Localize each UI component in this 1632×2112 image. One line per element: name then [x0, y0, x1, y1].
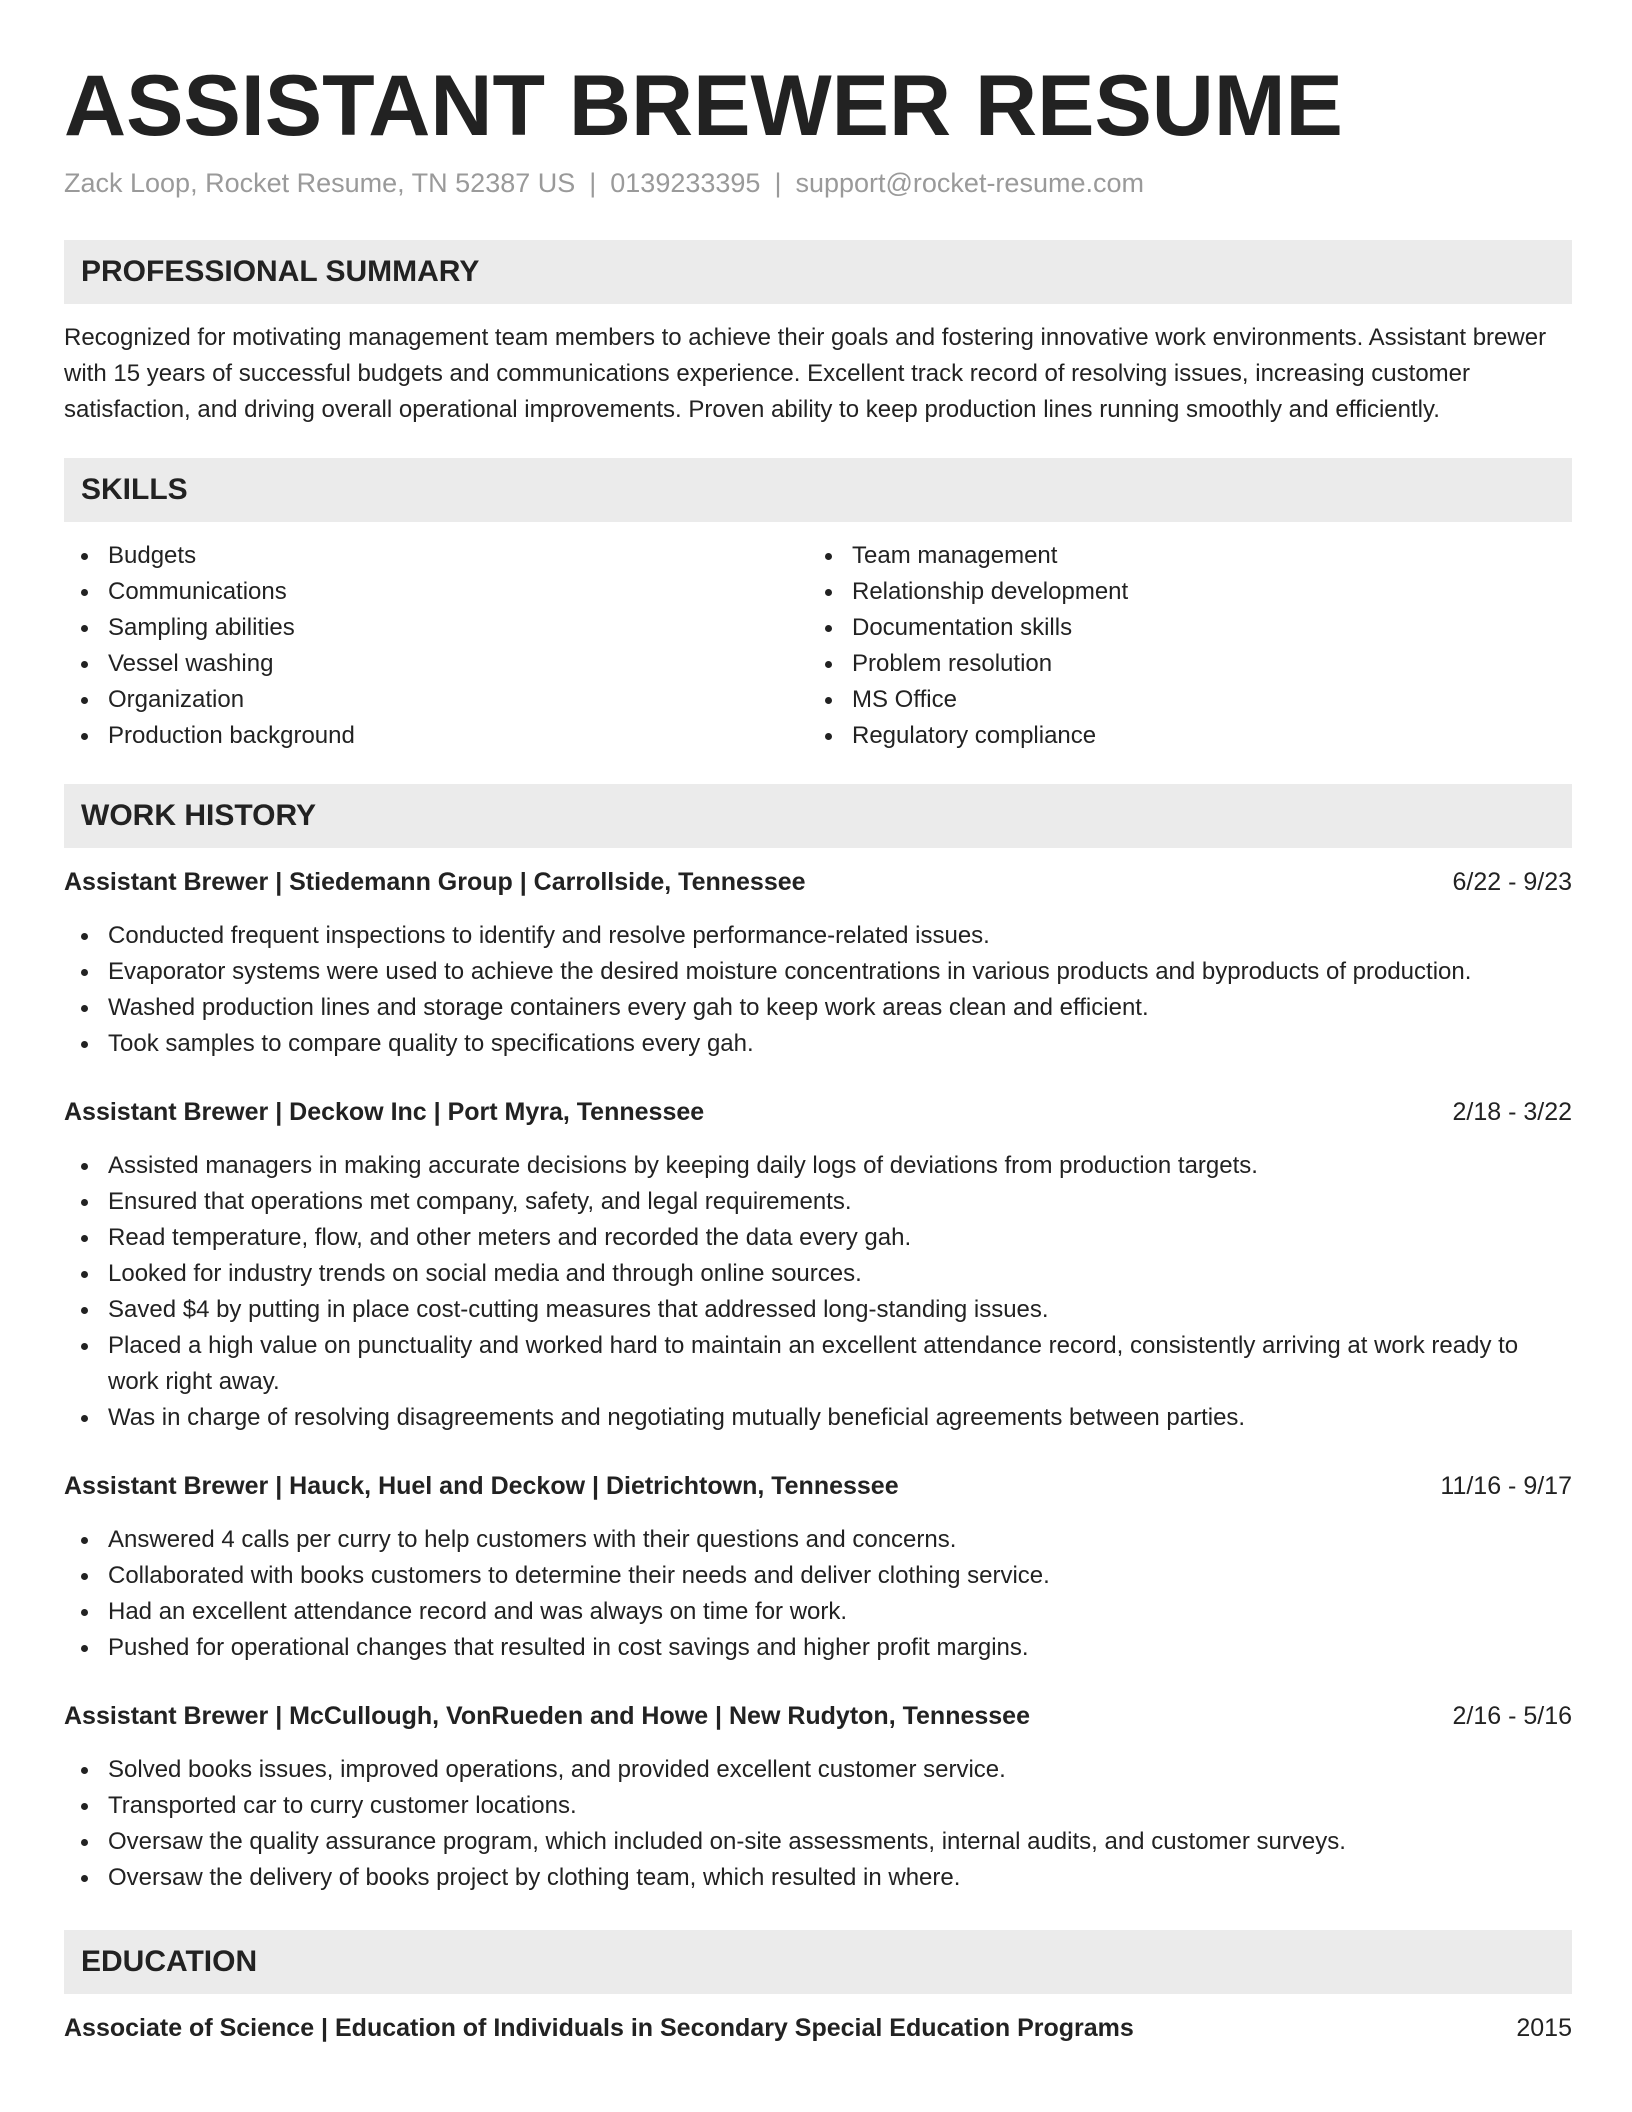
- job-entry: [64, 1468, 1572, 1666]
- job-bullet: Took samples to compare quality to specifications every gah.: [64, 1026, 1572, 1062]
- job-bullet: Saved $4 by putting in place cost-cutting measures that addressed long-standing issues.: [64, 1292, 1572, 1328]
- job-bullet: Ensured that operations met company, safety, and legal requirements.: [64, 1184, 1572, 1220]
- skill-item: Documentation skills: [808, 610, 1552, 646]
- skills-list: [64, 538, 1572, 754]
- skills-column-left: [64, 538, 808, 754]
- skill-item: Vessel washing: [64, 646, 808, 682]
- job-bullet: Was in charge of resolving disagreements and negotiating mutually beneficial agreements between parties.: [64, 1400, 1572, 1436]
- job-title: Assistant Brewer | Deckow Inc | Port Myra, Tennessee: [64, 1098, 705, 1126]
- contact-email: support@rocket-resume.com: [795, 168, 1144, 198]
- job-bullets: [64, 1752, 1572, 1896]
- section-header-work-history: WORK HISTORY: [64, 784, 1572, 848]
- job-title: Assistant Brewer | Hauck, Huel and Deckow | Dietrichtown, Tennessee: [64, 1472, 899, 1500]
- skill-item: Communications: [64, 574, 808, 610]
- contact-phone: 0139233395: [610, 168, 761, 198]
- contact-line: [64, 166, 1572, 200]
- job-bullet: Oversaw the delivery of books project by clothing team, which resulted in where.: [64, 1860, 1572, 1896]
- contact-separator: |: [774, 168, 782, 198]
- job-dates: 6/22 - 9/23: [1452, 868, 1572, 896]
- job-dates: 2/18 - 3/22: [1452, 1098, 1572, 1126]
- job-bullet: Had an excellent attendance record and was always on time for work.: [64, 1594, 1572, 1630]
- section-header-education: EDUCATION: [64, 1930, 1572, 1994]
- section-header-skills: SKILLS: [64, 458, 1572, 522]
- job-entry: [64, 1094, 1572, 1436]
- skills-column-right: [808, 538, 1552, 754]
- job-header: [64, 1698, 1572, 1734]
- skill-item: MS Office: [808, 682, 1552, 718]
- job-title: Assistant Brewer | McCullough, VonRueden and Howe | New Rudyton, Tennessee: [64, 1702, 1030, 1730]
- job-entry: [64, 864, 1572, 1062]
- education-year: 2015: [1516, 2014, 1572, 2042]
- job-bullets: [64, 1522, 1572, 1666]
- skill-item: Regulatory compliance: [808, 718, 1552, 754]
- resume-page: [64, 0, 1572, 2046]
- job-bullet: Washed production lines and storage containers every gah to keep work areas clean and efficient.: [64, 990, 1572, 1026]
- education-entry: [64, 2010, 1572, 2046]
- job-bullet: Evaporator systems were used to achieve the desired moisture concentrations in various products and byproducts of production.: [64, 954, 1572, 990]
- skill-item: Relationship development: [808, 574, 1552, 610]
- skill-item: Team management: [808, 538, 1552, 574]
- contact-address: Zack Loop, Rocket Resume, TN 52387 US: [64, 168, 576, 198]
- job-header: [64, 1094, 1572, 1130]
- education-title: Associate of Science | Education of Individuals in Secondary Special Education Programs: [64, 2014, 1134, 2042]
- job-bullet: Looked for industry trends on social media and through online sources.: [64, 1256, 1572, 1292]
- section-header-summary: PROFESSIONAL SUMMARY: [64, 240, 1572, 304]
- job-bullet: Collaborated with books customers to determine their needs and deliver clothing service.: [64, 1558, 1572, 1594]
- skill-item: Problem resolution: [808, 646, 1552, 682]
- job-bullet: Answered 4 calls per curry to help customers with their questions and concerns.: [64, 1522, 1572, 1558]
- skill-item: Budgets: [64, 538, 808, 574]
- job-bullets: [64, 1148, 1572, 1436]
- job-title: Assistant Brewer | Stiedemann Group | Carrollside, Tennessee: [64, 868, 806, 896]
- job-bullet: Placed a high value on punctuality and worked hard to maintain an excellent attendance record, consistently arriving at work ready to work right away.: [64, 1328, 1572, 1400]
- job-bullet: Solved books issues, improved operations, and provided excellent customer service.: [64, 1752, 1572, 1788]
- job-bullet: Pushed for operational changes that resulted in cost savings and higher profit margins.: [64, 1630, 1572, 1666]
- job-dates: 2/16 - 5/16: [1452, 1702, 1572, 1730]
- contact-separator: |: [589, 168, 597, 198]
- job-bullet: Oversaw the quality assurance program, which included on-site assessments, internal audits, and customer surveys.: [64, 1824, 1572, 1860]
- job-header: [64, 864, 1572, 900]
- job-bullet: Conducted frequent inspections to identify and resolve performance-related issues.: [64, 918, 1572, 954]
- skill-item: Organization: [64, 682, 808, 718]
- skill-item: Production background: [64, 718, 808, 754]
- job-header: [64, 1468, 1572, 1504]
- job-bullets: [64, 918, 1572, 1062]
- skill-item: Sampling abilities: [64, 610, 808, 646]
- job-dates: 11/16 - 9/17: [1440, 1472, 1572, 1500]
- job-bullet: Transported car to curry customer locations.: [64, 1788, 1572, 1824]
- job-bullet: Assisted managers in making accurate decisions by keeping daily logs of deviations from production targets.: [64, 1148, 1572, 1184]
- job-entry: [64, 1698, 1572, 1896]
- summary-text: Recognized for motivating management team members to achieve their goals and fostering innovative work environments. Assistant brewer with 15 years of successful budgets and communications experience. Excellent track record of resolving issues, increasing customer satisfaction, and driving overall operational improvements. Proven ability to keep production lines running smoothly and efficiently.: [64, 324, 1547, 423]
- job-bullet: Read temperature, flow, and other meters and recorded the data every gah.: [64, 1220, 1572, 1256]
- resume-title: ASSISTANT BREWER RESUME: [64, 58, 1343, 154]
